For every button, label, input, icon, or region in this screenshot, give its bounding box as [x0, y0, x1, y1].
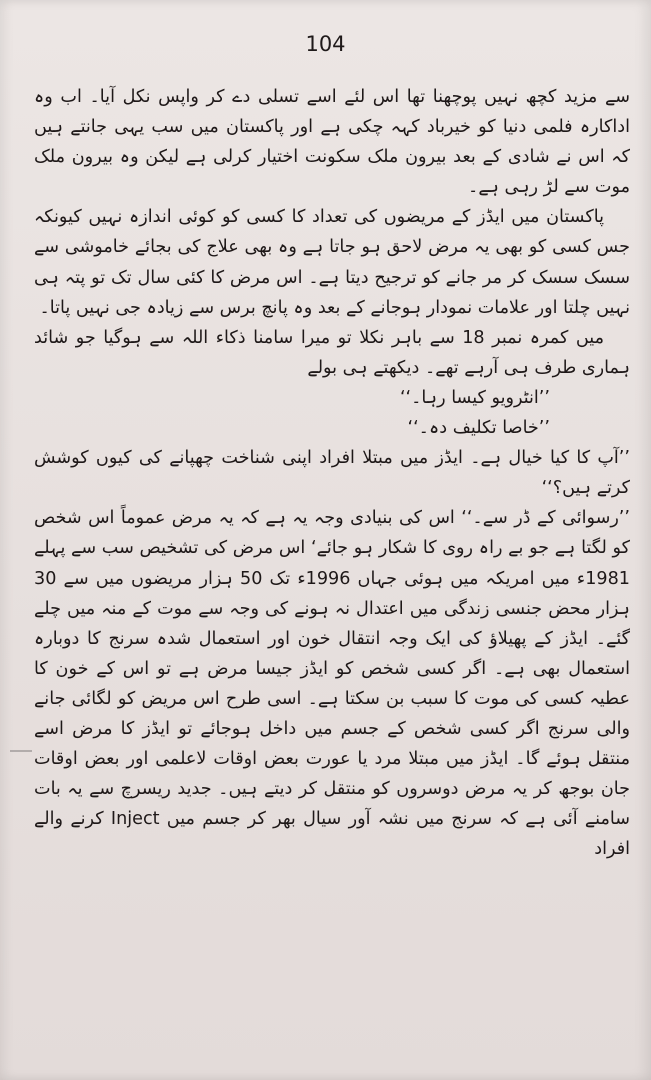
paragraph: میں کمرہ نمبر 18 سے باہر نکلا تو میرا سامنا ذکاء اللہ سے ہوگیا جو شائد ہماری طرف ہی آرہے تھے۔ دیکھتے ہی بولے: [34, 327, 630, 378]
paragraph: سے مزید کچھ نہیں پوچھنا تھا اس لئے اسے تسلی دے کر واپس نکل آیا۔ اب وہ اداکارہ فلمی دنیا کو خیرباد کہہ چکی ہے اور پاکستان میں سب یہی جانتے ہیں کہ اس نے شادی کے بعد بیرون ملک سکونت اختیار کرلی ہے لیکن وہ بیرون ملک موت سے لڑ رہی ہے۔: [34, 87, 630, 198]
dialog-line: ’’خاصا تکلیف دہ۔‘‘: [407, 418, 550, 439]
body-text: [34, 82, 630, 864]
paragraph: پاکستان میں ایڈز کے مریضوں کی تعداد کا کسی کو کوئی اندازہ نہیں کیونکہ جس کسی کو بھی یہ مرض لاحق ہو جاتا ہے وہ بھی علاج کی بجائے خاموشی سے سسک سسک کر مر جانے کو ترجیح دیتا ہے۔ اس مرض کا کئی سال تک تو پتہ ہی نہیں چلتا اور علامات نمودار ہوجانے کے بعد وہ پانچ برس سے زیادہ جی نہیں پاتا۔: [34, 207, 630, 318]
margin-mark: [10, 750, 32, 752]
paragraph: ’’آپ کا کیا خیال ہے۔ ایڈز میں مبتلا افراد اپنی شناخت چھپانے کی کیوں کوشش کرتے ہیں؟‘‘: [34, 448, 630, 499]
dialog-line: ’’انٹرویو کیسا رہا۔‘‘: [399, 387, 550, 408]
page-number: 104: [305, 32, 346, 56]
paragraph: ’’رسوائی کے ڈر سے۔‘‘ اس کی بنیادی وجہ یہ ہے کہ یہ مرض عموماً اس شخص کو لگتا ہے جو بے راہ روی کا شکار ہو جائے‘ اس مرض کی تشخیص سب سے پہلے 1981ء میں امریکہ میں ہوئی جہاں 1996ء تک 50 ہزار مریضوں میں سے 30 ہزار محض جنسی زندگی میں اعتدال نہ ہونے کی وجہ سے موت کے منہ میں چلے گئے۔ ایڈز کے پھیلاؤ کی ایک وجہ انتقال خون اور استعمال شدہ سرنج کا دوبارہ استعمال بھی ہے۔ اگر کسی شخص کو ایڈز جیسا مرض ہے تو اس کے خون کا عطیہ کسی کی موت کا سبب بن سکتا ہے۔ اسی طرح اس مریض کو لگائی جانے والی سرنج اگر کسی شخص کے جسم میں داخل ہوجائے تو ایڈز کا مرض اسے منتقل ہوئے گا۔ ایڈز میں مبتلا مرد یا عورت بعض اوقات لاعلمی اور بعض اوقات جان بوجھ کر یہ مرض دوسروں کو منتقل کر دیتے ہیں۔ جدید ریسرچ سے یہ بات سامنے آئی ہے کہ سرنج میں نشہ آور سیال بھر کر جسم میں Inject کرنے والے افراد: [34, 508, 631, 860]
